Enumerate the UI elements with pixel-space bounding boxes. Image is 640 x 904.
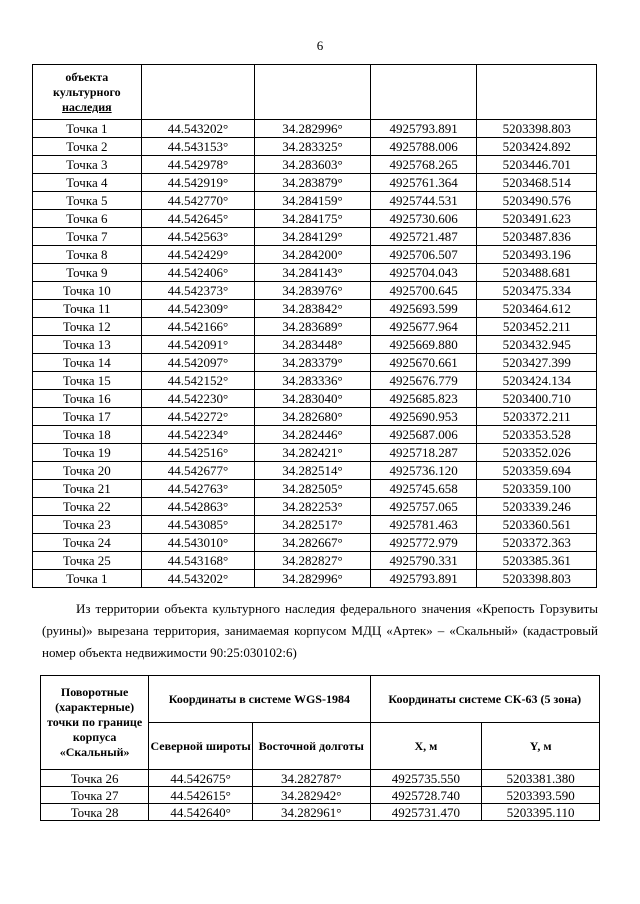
table-cell: 5203446.701 — [477, 156, 597, 174]
korpus-coordinates-table — [40, 675, 600, 821]
table-cell: 34.284129° — [255, 228, 371, 246]
table-row — [33, 498, 597, 516]
table-cell: 34.284200° — [255, 246, 371, 264]
table-cell: 34.282680° — [255, 408, 371, 426]
table-cell: Точка 10 — [33, 282, 142, 300]
table-cell: Точка 11 — [33, 300, 142, 318]
table-row — [33, 300, 597, 318]
table-cell: 4925728.740 — [370, 787, 482, 804]
table-cell: 44.543202° — [141, 570, 255, 588]
header-cell-empty — [370, 65, 477, 120]
table-cell: Точка 1 — [33, 570, 142, 588]
table-cell: 44.542429° — [141, 246, 255, 264]
header-cell-empty — [477, 65, 597, 120]
header-line: объекта — [65, 69, 109, 84]
table-row — [33, 246, 597, 264]
table-cell: 34.284159° — [255, 192, 371, 210]
table-row — [33, 192, 597, 210]
table-cell: Точка 1 — [33, 120, 142, 138]
table-cell: 44.542152° — [141, 372, 255, 390]
header-wgs: Координаты в системе WGS-1984 — [149, 676, 370, 723]
table-row — [33, 444, 597, 462]
table-cell: 44.542230° — [141, 390, 255, 408]
table-cell: 34.282942° — [253, 787, 370, 804]
table-cell: 4925687.006 — [370, 426, 477, 444]
table-cell: Точка 12 — [33, 318, 142, 336]
table-cell: 4925670.661 — [370, 354, 477, 372]
table-row — [33, 318, 597, 336]
table-cell: 44.543202° — [141, 120, 255, 138]
table-row — [33, 390, 597, 408]
table-cell: 44.543168° — [141, 552, 255, 570]
table-cell: 4925730.606 — [370, 210, 477, 228]
header-cell-empty — [255, 65, 371, 120]
table-cell: 44.542978° — [141, 156, 255, 174]
table-cell: 4925793.891 — [370, 120, 477, 138]
table-cell: Точка 3 — [33, 156, 142, 174]
table-cell: 5203487.836 — [477, 228, 597, 246]
table-cell: 5203372.211 — [477, 408, 597, 426]
table-cell: Точка 28 — [41, 804, 149, 821]
table-cell: Точка 17 — [33, 408, 142, 426]
table-cell: 34.282514° — [255, 462, 371, 480]
table-cell: 34.282961° — [253, 804, 370, 821]
table-cell: 44.542770° — [141, 192, 255, 210]
table-cell: 44.542919° — [141, 174, 255, 192]
table-cell: 5203475.334 — [477, 282, 597, 300]
table-cell: 4925704.043 — [370, 264, 477, 282]
table-cell: 5203393.590 — [482, 787, 600, 804]
table-cell: 5203468.514 — [477, 174, 597, 192]
table-row — [33, 264, 597, 282]
table-row — [33, 138, 597, 156]
table-cell: 44.542309° — [141, 300, 255, 318]
table-cell: 34.282827° — [255, 552, 371, 570]
table-cell: 44.542615° — [149, 787, 253, 804]
table-cell: 44.542677° — [141, 462, 255, 480]
table-cell: 4925793.891 — [370, 570, 477, 588]
table-cell: 4925772.979 — [370, 534, 477, 552]
table-row — [41, 787, 600, 804]
table-cell: 4925736.120 — [370, 462, 477, 480]
table-cell: 44.542645° — [141, 210, 255, 228]
table-cell: 34.282517° — [255, 516, 371, 534]
table-row — [41, 770, 600, 787]
table-row — [33, 354, 597, 372]
table-header-row — [33, 65, 597, 120]
table-cell: Точка 9 — [33, 264, 142, 282]
table-cell: 4925781.463 — [370, 516, 477, 534]
table-row — [33, 210, 597, 228]
table-cell: 34.283689° — [255, 318, 371, 336]
table-cell: 34.283040° — [255, 390, 371, 408]
table-cell: 44.542516° — [141, 444, 255, 462]
table-cell: Точка 8 — [33, 246, 142, 264]
table-row — [33, 534, 597, 552]
table-cell: 4925790.331 — [370, 552, 477, 570]
table-cell: 44.542234° — [141, 426, 255, 444]
table-cell: 4925677.964 — [370, 318, 477, 336]
table-cell: 34.283325° — [255, 138, 371, 156]
table-cell: 5203400.710 — [477, 390, 597, 408]
table-row — [33, 552, 597, 570]
table-row — [33, 570, 597, 588]
table-cell: 34.282253° — [255, 498, 371, 516]
table-row — [33, 174, 597, 192]
table-cell: Точка 16 — [33, 390, 142, 408]
table-cell: 34.282787° — [253, 770, 370, 787]
table-cell: Точка 23 — [33, 516, 142, 534]
table-cell: Точка 20 — [33, 462, 142, 480]
table-cell: 44.542640° — [149, 804, 253, 821]
table-cell: 34.282996° — [255, 120, 371, 138]
header-line: наследия — [62, 99, 112, 114]
table-cell: 34.283842° — [255, 300, 371, 318]
table-cell: Точка 15 — [33, 372, 142, 390]
table-cell: 4925690.953 — [370, 408, 477, 426]
table-cell: Точка 14 — [33, 354, 142, 372]
header-cell-object — [33, 65, 142, 120]
page-number: 6 — [316, 38, 324, 53]
table-cell: 44.543153° — [141, 138, 255, 156]
table-cell: 44.542406° — [141, 264, 255, 282]
header-cell-empty — [141, 65, 255, 120]
table-cell: 4925788.006 — [370, 138, 477, 156]
table-cell: 34.283603° — [255, 156, 371, 174]
table-cell: 5203339.246 — [477, 498, 597, 516]
table-cell: 4925685.823 — [370, 390, 477, 408]
header-north: Северной широты — [149, 723, 253, 770]
table-cell: 34.283879° — [255, 174, 371, 192]
table-cell: 4925718.287 — [370, 444, 477, 462]
table-cell: 5203432.945 — [477, 336, 597, 354]
table-row — [33, 228, 597, 246]
header-points: Поворотные (характерные) точки по границе корпуса «Скальный» — [41, 676, 149, 770]
table-cell: 44.542563° — [141, 228, 255, 246]
table-row — [33, 372, 597, 390]
table-cell: Точка 2 — [33, 138, 142, 156]
table-cell: 34.283379° — [255, 354, 371, 372]
table-cell: 44.543010° — [141, 534, 255, 552]
table-cell: Точка 25 — [33, 552, 142, 570]
table-cell: 4925735.550 — [370, 770, 482, 787]
table-cell: 4925757.065 — [370, 498, 477, 516]
header-line: культурного — [53, 84, 121, 99]
table-cell: 44.542097° — [141, 354, 255, 372]
paragraph-text — [42, 598, 598, 664]
table-cell: 5203398.803 — [477, 570, 597, 588]
table-cell: 5203464.612 — [477, 300, 597, 318]
table-cell: Точка 13 — [33, 336, 142, 354]
table-row — [33, 282, 597, 300]
table-cell: 44.542166° — [141, 318, 255, 336]
table-cell: 44.542675° — [149, 770, 253, 787]
table-cell: 5203488.681 — [477, 264, 597, 282]
table-cell: 4925706.507 — [370, 246, 477, 264]
table-cell: 4925721.487 — [370, 228, 477, 246]
table-cell: 34.282505° — [255, 480, 371, 498]
table-cell: Точка 21 — [33, 480, 142, 498]
table-cell: 5203491.623 — [477, 210, 597, 228]
table-row — [33, 408, 597, 426]
coordinates-table — [32, 64, 597, 588]
table-cell: Точка 19 — [33, 444, 142, 462]
table-cell: 34.284143° — [255, 264, 371, 282]
table-row — [33, 336, 597, 354]
table-cell: 4925744.531 — [370, 192, 477, 210]
table-cell: 34.282996° — [255, 570, 371, 588]
table-cell: 4925731.470 — [370, 804, 482, 821]
table-cell: 5203385.361 — [477, 552, 597, 570]
table-cell: 44.542272° — [141, 408, 255, 426]
table-cell: 5203493.196 — [477, 246, 597, 264]
table-cell: 5203353.528 — [477, 426, 597, 444]
table-cell: 4925693.599 — [370, 300, 477, 318]
table-cell: 5203359.100 — [477, 480, 597, 498]
table-cell: 5203352.026 — [477, 444, 597, 462]
table-cell: 5203372.363 — [477, 534, 597, 552]
header-y: Y, м — [482, 723, 600, 770]
table-cell: 5203381.380 — [482, 770, 600, 787]
header-sk63: Координаты системе СК-63 (5 зона) — [370, 676, 600, 723]
table-cell: 34.283976° — [255, 282, 371, 300]
table-cell: 5203490.576 — [477, 192, 597, 210]
table-cell: 44.542373° — [141, 282, 255, 300]
table-cell: 4925768.265 — [370, 156, 477, 174]
table-cell: 34.283448° — [255, 336, 371, 354]
paragraph-body: Из территории объекта культурного наследия федерального значения «Крепость Горзувиты (руины)» вырезана территория, занимаемая корпусом МДЦ «Артек» – «Скальный» (кадастровый номер объекта недвижимости 90:25:030102:6) — [42, 601, 598, 660]
table-cell: 5203424.134 — [477, 372, 597, 390]
table-cell: 44.543085° — [141, 516, 255, 534]
table-cell: Точка 18 — [33, 426, 142, 444]
table-cell: 34.282421° — [255, 444, 371, 462]
table-cell: 4925669.880 — [370, 336, 477, 354]
table-cell: 5203398.803 — [477, 120, 597, 138]
table-cell: Точка 5 — [33, 192, 142, 210]
table-cell: Точка 7 — [33, 228, 142, 246]
table-cell: Точка 24 — [33, 534, 142, 552]
table-row — [41, 804, 600, 821]
table-cell: 5203424.892 — [477, 138, 597, 156]
table-row — [33, 462, 597, 480]
table-cell: 4925700.645 — [370, 282, 477, 300]
table-header-row — [41, 676, 600, 723]
table-cell: Точка 27 — [41, 787, 149, 804]
table-row — [33, 156, 597, 174]
table-cell: 4925676.779 — [370, 372, 477, 390]
table-row — [33, 516, 597, 534]
table-row — [33, 120, 597, 138]
table-cell: 4925761.364 — [370, 174, 477, 192]
table-cell: Точка 26 — [41, 770, 149, 787]
table-cell: 4925745.658 — [370, 480, 477, 498]
table-cell: 34.282667° — [255, 534, 371, 552]
table-cell: 5203360.561 — [477, 516, 597, 534]
table-cell: 34.282446° — [255, 426, 371, 444]
header-east: Восточной долготы — [253, 723, 370, 770]
header-x: X, м — [370, 723, 482, 770]
table-cell: 44.542863° — [141, 498, 255, 516]
table-cell: Точка 22 — [33, 498, 142, 516]
table-cell: Точка 6 — [33, 210, 142, 228]
table-cell: 44.542091° — [141, 336, 255, 354]
table-row — [33, 426, 597, 444]
table-cell: 5203359.694 — [477, 462, 597, 480]
table-cell: 5203395.110 — [482, 804, 600, 821]
table-cell: 5203452.211 — [477, 318, 597, 336]
table-cell: 44.542763° — [141, 480, 255, 498]
table-row — [33, 480, 597, 498]
table-cell: Точка 4 — [33, 174, 142, 192]
table-cell: 34.284175° — [255, 210, 371, 228]
table-cell: 34.283336° — [255, 372, 371, 390]
table-cell: 5203427.399 — [477, 354, 597, 372]
